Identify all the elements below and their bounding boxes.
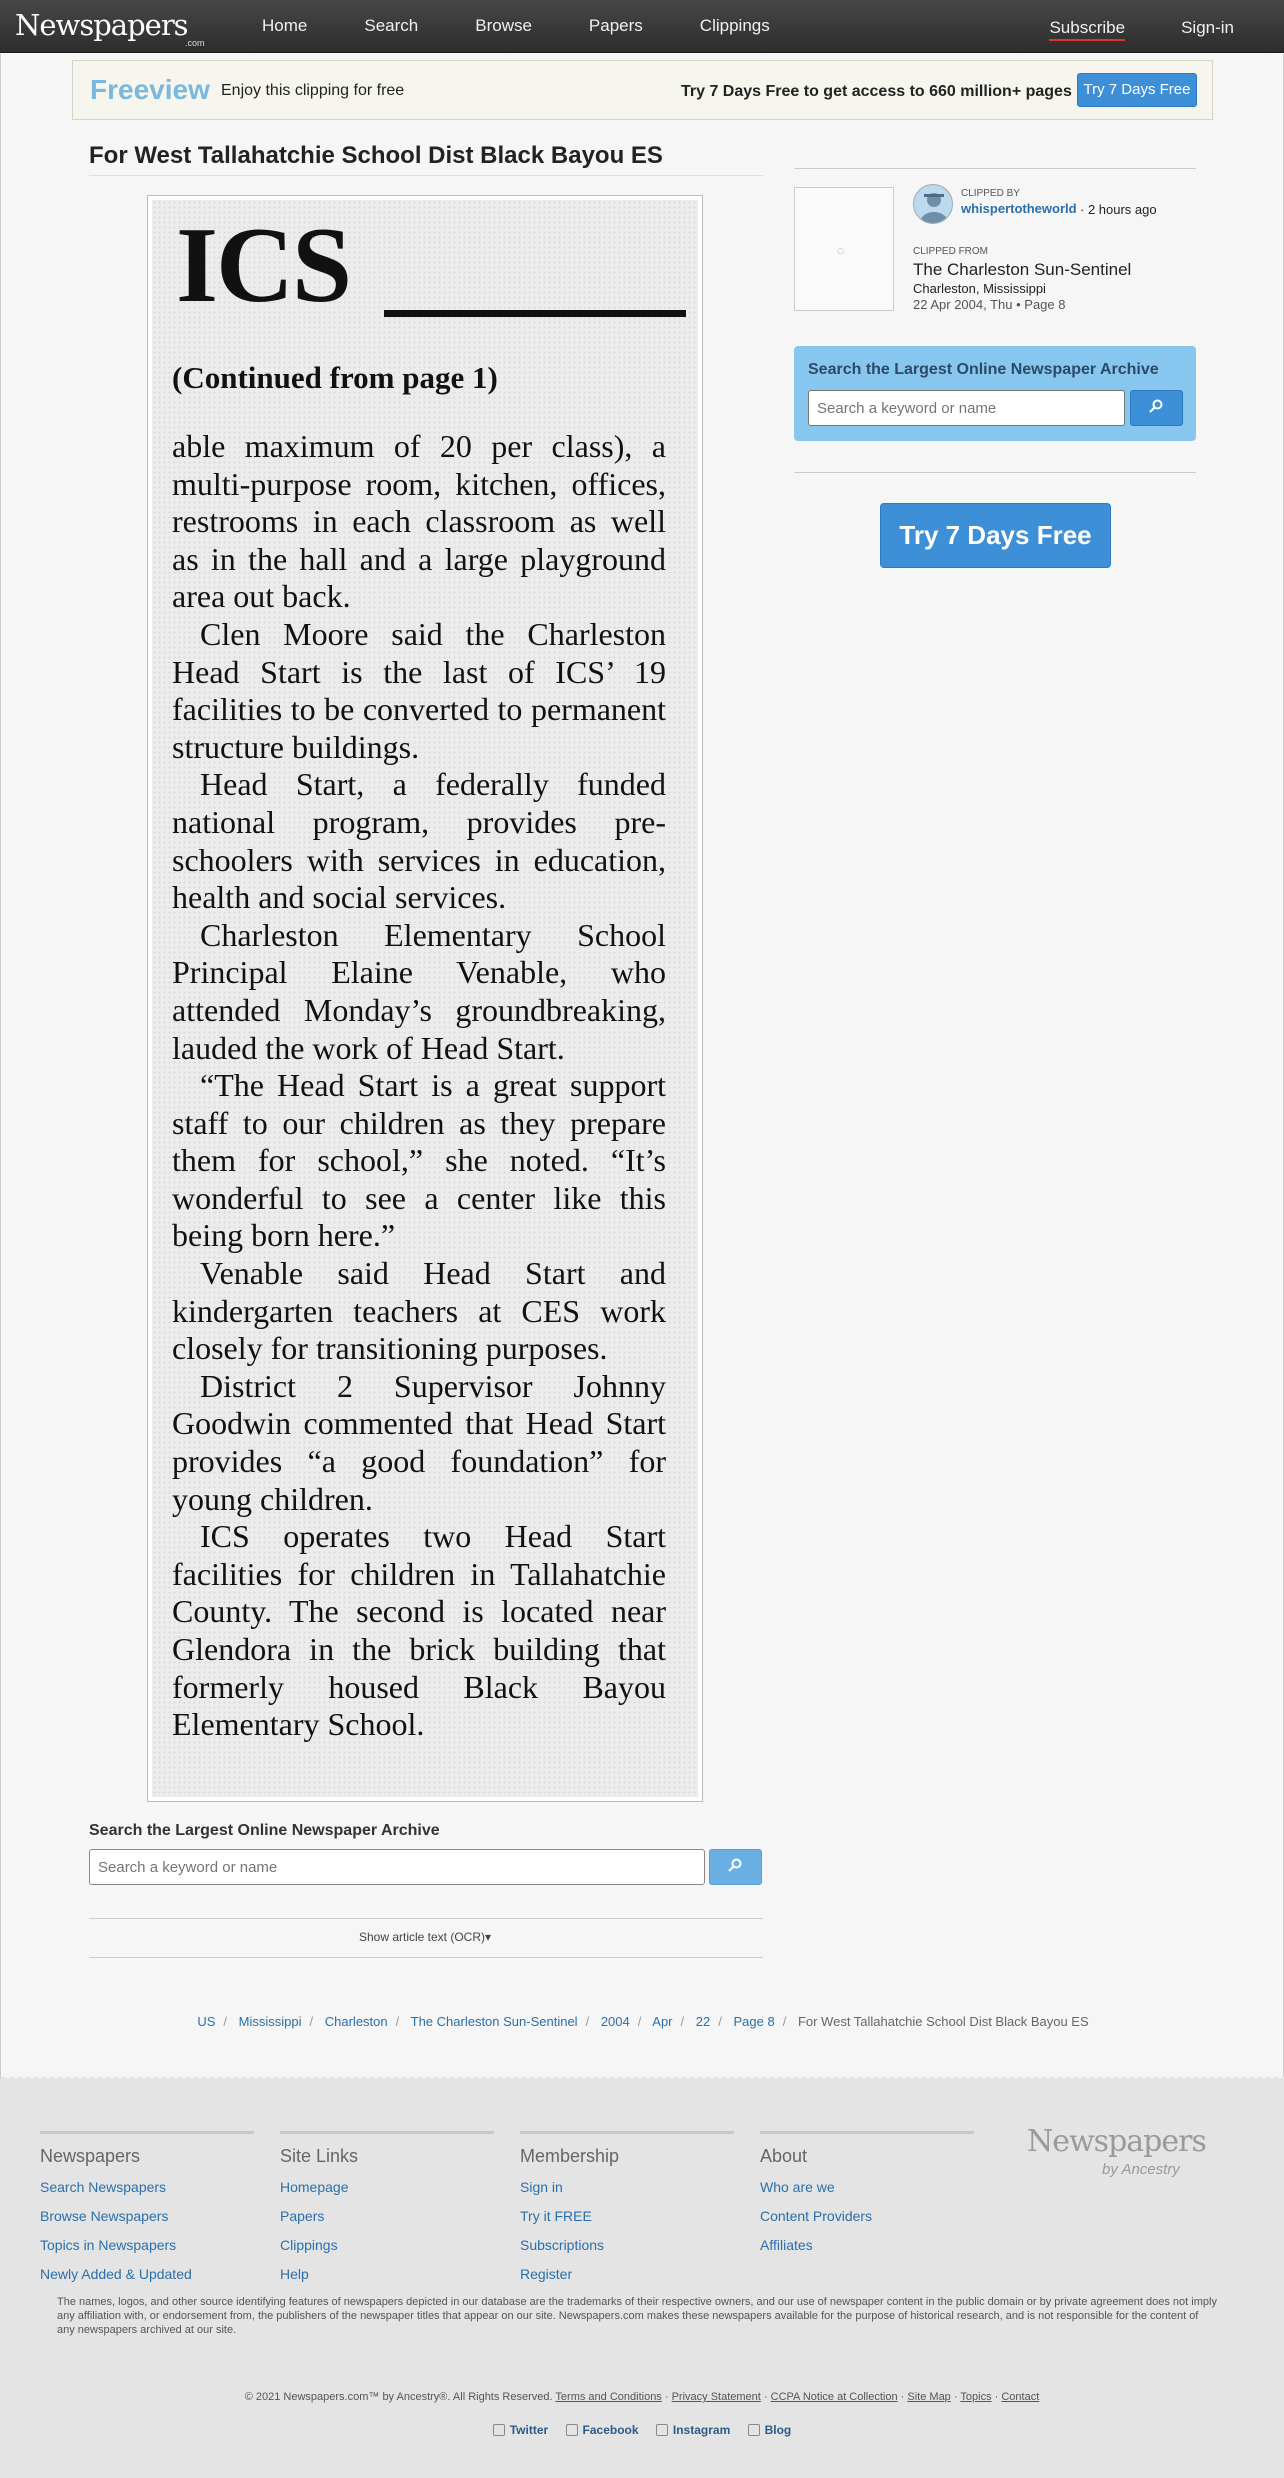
top-nav [0,0,1284,53]
scan-body [172,428,666,1744]
footer-link[interactable]: Clippings [280,2237,338,2253]
social-links [0,2423,1284,2437]
contact-link[interactable]: Contact [1001,2391,1040,2403]
clipping-title: For West Tallahatchie School Dist Black Bayou ES [89,142,663,169]
nav-home[interactable]: Home [262,16,308,35]
footer [0,2081,1284,2478]
try-free-button-banner[interactable]: Try 7 Days Free [1077,73,1197,107]
search-label: Search the Largest Online Newspaper Archive [89,1822,440,1839]
breadcrumb-year[interactable]: 2004 [600,2014,630,2029]
terms-link[interactable]: Terms and Conditions [555,2391,662,2403]
legal-notice: The names, logos, and other source identifying features of newspapers depicted in our database are the trademarks of their respective owners, and our use of newspaper content in the public domain or by private agreement does not imply any affiliation with, or endorsement from, the publishers of the newspaper titles that appear on our site. Newspapers.com makes these newspapers available for the purpose of historical research, and is not responsible for the content of any newspapers archived at our site. [57,2296,1217,2336]
footer-link[interactable]: Affiliates [760,2237,813,2253]
instagram-link[interactable]: Instagram [656,2423,730,2437]
scan-paragraph: ICS operates two Head Start facilities for children in Tallahatchie County. The second is located near Glendora in the brick building that formerly housed Black Bayou Elementary School. [172,1518,666,1743]
clipped-by-user-link[interactable]: whispertotheworld [961,201,1077,216]
sidebar-search-label: Search the Largest Online Newspaper Archive [808,361,1159,378]
scan-headline: ICS [176,206,351,325]
signin-link[interactable]: Sign-in [1181,18,1234,37]
breadcrumb-page[interactable]: Page 8 [733,2014,775,2029]
facebook-icon [566,2424,578,2436]
scan-paragraph: District 2 Supervisor Johnny Goodwin commented that Head Start provides “a good foundation” for young children. [172,1367,666,1517]
breadcrumb: US / Mississippi / Charleston / The Charleston Sun-Sentinel / 2004 / Apr / 22 / Page 8 / For West Tallahatchie School Dist Black Bayou ES [197,2014,1089,2029]
divider [89,1918,763,1919]
clipping-image[interactable] [147,195,703,1802]
freeview-offer: Try 7 Days Free to get access to 660 million+ pages [681,83,1072,100]
footer-col-membership [520,2131,734,2295]
sidebar-search-button[interactable] [1130,390,1183,426]
footer-link[interactable]: Sign in [520,2179,563,2195]
user-avatar-icon [914,185,953,224]
copyright-line: © 2021 Newspapers.com™ by Ancestry®. All Rights Reserved. Terms and Conditions · Privacy Statement · CCPA Notice at Collection · Site Map · Topics · Contact [244,2391,1040,2403]
ccpa-link[interactable]: CCPA Notice at Collection [770,2391,898,2403]
try-free-button[interactable]: Try 7 Days Free [880,503,1111,568]
clipped-by-label: CLIPPED BY [961,188,1020,199]
footer-link[interactable]: Subscriptions [520,2237,605,2253]
footer-link[interactable]: Help [280,2266,309,2282]
scan-paragraph: Clen Moore said the Charleston Head Start is the last of ICS’ 19 facilities to be converted to permanent structure buildings. [172,615,666,765]
main-nav [262,16,827,36]
loading-spinner-icon: ◌ [837,243,845,258]
footer-link[interactable]: Register [520,2266,573,2282]
sidebar-search-input[interactable] [808,390,1125,426]
subscribe-link[interactable]: Subscribe [1049,18,1125,41]
divider [794,472,1196,473]
twitter-link[interactable]: Twitter [493,2423,548,2437]
ocr-toggle-label: Show article text (OCR) [358,1930,485,1944]
footer-link[interactable]: Who are we [760,2179,835,2195]
instagram-icon [656,2424,668,2436]
ocr-toggle[interactable] [1,1930,849,1944]
topics-link[interactable]: Topics [960,2391,992,2403]
paper-name-link[interactable]: The Charleston Sun-Sentinel [913,260,1132,279]
clipped-by-time: · 2 hours ago [1080,202,1157,217]
footer-link[interactable]: Browse Newspapers [40,2208,169,2224]
breadcrumb-day[interactable]: 22 [695,2014,711,2029]
search-button[interactable] [709,1849,762,1885]
page-content [0,54,1284,2080]
divider [794,168,1196,169]
account-nav [993,18,1234,41]
search-icon [1149,399,1163,413]
scan-rule [384,310,686,317]
breadcrumb-current: For West Tallahatchie School Dist Black Bayou ES [797,2014,1089,2029]
sitemap-link[interactable]: Site Map [907,2391,951,2403]
freeview-subtitle: Enjoy this clipping for free [221,82,405,99]
footer-link[interactable]: Newly Added & Updated [40,2266,192,2282]
freeview-banner [72,60,1213,120]
search-input[interactable] [89,1849,705,1885]
breadcrumb-paper[interactable]: The Charleston Sun-Sentinel [410,2014,578,2029]
scan-paragraph: “The Head Start is a great support staff to our children as they prepare them for school,” she noted. “It’s wonderful to see a center like this being born here.” [172,1067,666,1254]
footer-col-newspapers [40,2131,254,2295]
paper-location: Charleston, Mississippi [913,281,1046,296]
footer-heading: Newspapers [40,2146,141,2166]
copyright-text: © 2021 Newspapers.com™ by Ancestry®. All Rights Reserved. [244,2391,553,2403]
privacy-link[interactable]: Privacy Statement [671,2391,761,2403]
footer-link[interactable]: Papers [280,2208,325,2224]
footer-link[interactable]: Search Newspapers [40,2179,167,2195]
site-logo[interactable]: Newspapers .com [15,8,205,48]
footer-link[interactable]: Topics in Newspapers [40,2237,177,2253]
breadcrumb-city[interactable]: Charleston [324,2014,388,2029]
footer-link[interactable]: Content Providers [760,2208,873,2224]
nav-papers[interactable]: Papers [588,16,643,35]
nav-search[interactable]: Search [364,16,419,35]
footer-logo[interactable]: Newspapers [1027,2124,1206,2159]
facebook-link[interactable]: Facebook [566,2423,639,2437]
nav-clippings[interactable]: Clippings [699,16,770,35]
scan-continued: (Continued from page 1) [172,360,498,395]
scan-paragraph: Charleston Elementary School Principal Elaine Venable, who attended Monday’s groundbreaking, lauded the work of Head Start. [172,916,666,1066]
clipped-from-label: CLIPPED FROM [913,246,989,257]
breadcrumb-state[interactable]: Mississippi [238,2014,302,2029]
divider [89,1957,763,1958]
twitter-icon [493,2424,505,2436]
divider [89,175,763,176]
footer-col-about [760,2131,974,2266]
paper-date[interactable]: 22 Apr 2004, Thu • Page 8 [913,297,1066,312]
footer-link[interactable]: Homepage [280,2179,349,2195]
footer-logo-sub: by Ancestry [1102,2161,1180,2178]
sidebar-search-box [794,346,1196,441]
footer-heading: Membership [520,2146,620,2166]
footer-col-site-links [280,2131,494,2295]
breadcrumb-month[interactable]: Apr [652,2014,673,2029]
footer-link[interactable]: Try it FREE [520,2208,592,2224]
scan-paragraph: Venable said Head Start and kindergarten teachers at CES work closely for transitioning purposes. [172,1255,666,1367]
footer-heading: Site Links [280,2146,359,2166]
freeview-title: Freeview [90,74,210,105]
scan-paragraph: Head Start, a federally funded national program, provides pre-schoolers with services in education, health and social services. [172,766,666,916]
page-thumbnail[interactable] [794,187,894,311]
newspaper-scan [152,200,698,1797]
breadcrumb-us[interactable]: US [197,2014,216,2029]
blog-link[interactable]: Blog [748,2423,792,2437]
avatar[interactable] [913,184,953,224]
footer-heading: About [760,2146,808,2166]
search-icon [728,1858,742,1872]
nav-browse[interactable]: Browse [475,16,532,35]
rss-icon [748,2424,760,2436]
caret-down-icon: ▾ [485,1930,492,1944]
scan-paragraph: able maximum of 20 per class), a multi-purpose room, kitchen, offices, restrooms in each classroom as well as in the hall and a large playground area out back. [172,428,666,615]
